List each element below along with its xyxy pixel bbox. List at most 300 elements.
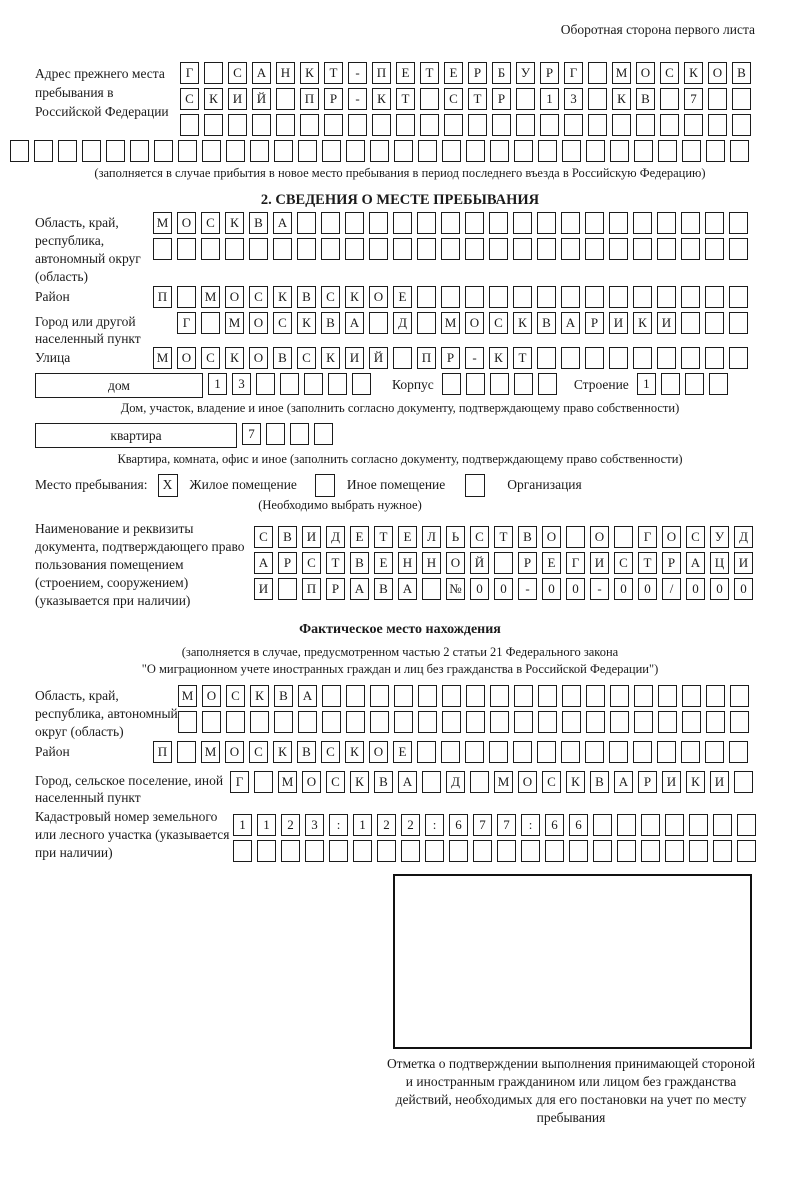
char-cell: К xyxy=(297,312,316,334)
char-cell xyxy=(633,286,652,308)
char-cell: А xyxy=(345,312,364,334)
char-cell xyxy=(609,286,628,308)
document-label: Наименование и реквизиты документа, подтверждающего право пользования помещением (строением, сооружением) (указывается при наличии) xyxy=(35,521,245,608)
char-cell: И xyxy=(228,88,247,110)
char-cell xyxy=(538,140,557,162)
char-cell: Й xyxy=(470,552,489,574)
char-cell xyxy=(658,140,677,162)
char-cell xyxy=(521,840,540,862)
char-cell: О xyxy=(590,526,609,548)
char-cell xyxy=(729,741,748,763)
char-cell: С xyxy=(321,741,340,763)
char-cell xyxy=(516,114,535,136)
char-cell: О xyxy=(446,552,465,574)
char-cell: О xyxy=(708,62,727,84)
char-cell xyxy=(537,212,556,234)
char-cell xyxy=(730,711,749,733)
char-cell xyxy=(396,114,415,136)
char-cell: Й xyxy=(252,88,271,110)
char-cell: С xyxy=(326,771,345,793)
char-cell xyxy=(705,312,724,334)
char-cell: В xyxy=(590,771,609,793)
char-cell xyxy=(585,212,604,234)
char-cell: А xyxy=(614,771,633,793)
char-cell: Г xyxy=(564,62,583,84)
char-cell: Д xyxy=(446,771,465,793)
char-cell: М xyxy=(201,741,220,763)
char-cell: К xyxy=(345,741,364,763)
actual-district-field xyxy=(35,741,800,767)
district-label: Район xyxy=(35,289,70,304)
char-cell: Г xyxy=(230,771,249,793)
char-cell xyxy=(180,114,199,136)
char-cell xyxy=(705,347,724,369)
district-field xyxy=(35,286,800,312)
prev-address-rows xyxy=(180,62,756,140)
char-cell xyxy=(593,840,612,862)
char-cell: С xyxy=(201,347,220,369)
char-cell xyxy=(492,114,511,136)
char-cell: Р xyxy=(638,771,657,793)
char-cell: Т xyxy=(420,62,439,84)
char-cell xyxy=(561,286,580,308)
char-cell: С xyxy=(254,526,273,548)
prev-address-caption: (заполняется в случае прибытия в новое место пребывания в период последнего въезда в Российскую Федерацию) xyxy=(94,166,706,180)
char-cell xyxy=(177,286,196,308)
actual-region-field xyxy=(35,685,800,741)
char-cell xyxy=(465,212,484,234)
city-label: Город или другой населенный пункт xyxy=(35,314,141,346)
char-box-row xyxy=(180,88,756,114)
char-cell xyxy=(401,840,420,862)
street-field xyxy=(35,347,800,373)
char-cell: 6 xyxy=(545,814,564,836)
char-cell xyxy=(393,238,412,260)
char-cell xyxy=(658,685,677,707)
char-cell xyxy=(729,212,748,234)
char-cell xyxy=(490,711,509,733)
char-cell xyxy=(226,711,245,733)
char-cell xyxy=(657,347,676,369)
char-cell xyxy=(417,238,436,260)
char-cell xyxy=(636,114,655,136)
char-cell: И xyxy=(734,552,753,574)
house-field xyxy=(35,373,800,399)
char-cell: 0 xyxy=(638,578,657,600)
char-cell: С xyxy=(297,347,316,369)
char-cell: М xyxy=(153,212,172,234)
prev-address-label: Адрес прежнего места пребывания в Российской Федерации xyxy=(35,66,169,119)
stroenie-label: Строение xyxy=(573,377,629,392)
char-cell: Д xyxy=(326,526,345,548)
char-cell: Д xyxy=(734,526,753,548)
char-cell xyxy=(418,711,437,733)
char-cell xyxy=(233,840,252,862)
char-cell xyxy=(610,685,629,707)
char-cell xyxy=(393,347,412,369)
char-cell: И xyxy=(657,312,676,334)
char-cell: П xyxy=(417,347,436,369)
char-cell xyxy=(561,238,580,260)
char-cell xyxy=(689,814,708,836)
house-type-box: дом xyxy=(35,373,203,398)
char-cell xyxy=(353,840,372,862)
char-cell xyxy=(370,140,389,162)
char-cell: - xyxy=(518,578,537,600)
char-cell xyxy=(178,711,197,733)
char-cell xyxy=(10,140,29,162)
char-cell: П xyxy=(302,578,321,600)
char-cell xyxy=(513,286,532,308)
char-cell xyxy=(737,840,756,862)
char-cell: 1 xyxy=(540,88,559,110)
char-cell xyxy=(713,840,732,862)
char-cell: Р xyxy=(492,88,511,110)
char-box-row xyxy=(233,840,761,866)
char-cell xyxy=(202,711,221,733)
char-cell xyxy=(58,140,77,162)
char-cell xyxy=(537,238,556,260)
char-cell: : xyxy=(425,814,444,836)
char-cell: М xyxy=(441,312,460,334)
char-cell xyxy=(609,212,628,234)
char-cell: О xyxy=(518,771,537,793)
char-cell xyxy=(322,685,341,707)
char-cell xyxy=(278,578,297,600)
char-cell: 1 xyxy=(208,373,227,395)
char-cell xyxy=(732,88,751,110)
char-cell xyxy=(417,312,436,334)
char-cell: 0 xyxy=(614,578,633,600)
char-cell xyxy=(442,711,461,733)
char-cell: 6 xyxy=(449,814,468,836)
char-box-row xyxy=(180,114,756,140)
char-cell: П xyxy=(153,741,172,763)
char-box-row xyxy=(153,212,753,238)
char-cell xyxy=(513,212,532,234)
char-cell xyxy=(425,840,444,862)
char-cell: М xyxy=(278,771,297,793)
registration-mark-caption: Отметка о подтверждении выполнения принимающей стороной и иностранным гражданином или лицом без гражданства действий, необходимых для его постановки на учет по месту пребывания xyxy=(386,1056,756,1125)
char-cell: 3 xyxy=(305,814,324,836)
char-box-row xyxy=(153,286,753,312)
char-cell: К xyxy=(300,62,319,84)
char-cell: К xyxy=(225,212,244,234)
char-box-row xyxy=(178,711,754,737)
char-cell xyxy=(106,140,125,162)
stay-option-label-organization: Организация xyxy=(507,477,582,492)
char-cell xyxy=(538,685,557,707)
char-cell xyxy=(490,140,509,162)
char-cell: Д xyxy=(393,312,412,334)
char-cell xyxy=(449,840,468,862)
char-cell: В xyxy=(518,526,537,548)
char-cell xyxy=(657,741,676,763)
actual-city-field xyxy=(35,771,800,806)
char-cell xyxy=(305,840,324,862)
actual-location-title: Фактическое место нахождения xyxy=(299,622,501,637)
actual-location-caption-2: "О миграционном учете иностранных граждан и лиц без гражданства в Российской Федерации") xyxy=(141,662,659,676)
char-cell: С xyxy=(470,526,489,548)
char-cell: В xyxy=(374,578,393,600)
stay-option-checkbox-other xyxy=(315,474,335,497)
char-cell: К xyxy=(345,286,364,308)
char-box-row xyxy=(180,62,756,88)
char-cell: И xyxy=(662,771,681,793)
char-cell: А xyxy=(273,212,292,234)
char-cell xyxy=(585,347,604,369)
char-cell xyxy=(441,212,460,234)
char-cell xyxy=(273,238,292,260)
char-box-row xyxy=(254,578,758,604)
char-cell: С xyxy=(201,212,220,234)
char-cell xyxy=(394,711,413,733)
char-cell xyxy=(322,140,341,162)
char-cell: А xyxy=(252,62,271,84)
char-cell xyxy=(513,238,532,260)
char-cell xyxy=(537,286,556,308)
char-cell: 0 xyxy=(710,578,729,600)
char-cell xyxy=(420,114,439,136)
char-cell: Е xyxy=(398,526,417,548)
char-cell xyxy=(226,140,245,162)
char-cell xyxy=(418,685,437,707)
char-cell: Г xyxy=(177,312,196,334)
char-cell: 2 xyxy=(401,814,420,836)
char-box-row xyxy=(254,526,758,552)
char-cell xyxy=(545,840,564,862)
char-cell xyxy=(466,711,485,733)
char-cell xyxy=(297,212,316,234)
char-cell: О xyxy=(225,286,244,308)
char-cell: И xyxy=(609,312,628,334)
char-cell xyxy=(300,114,319,136)
char-cell xyxy=(708,114,727,136)
char-cell xyxy=(276,88,295,110)
char-cell: С xyxy=(660,62,679,84)
char-cell: О xyxy=(369,286,388,308)
char-cell: К xyxy=(250,685,269,707)
char-cell: А xyxy=(254,552,273,574)
char-cell: Т xyxy=(494,526,513,548)
char-cell xyxy=(610,711,629,733)
char-cell: 3 xyxy=(232,373,251,395)
char-cell xyxy=(564,114,583,136)
char-cell xyxy=(737,814,756,836)
char-cell xyxy=(658,711,677,733)
char-cell xyxy=(417,286,436,308)
char-cell xyxy=(328,373,347,395)
char-cell xyxy=(708,88,727,110)
char-cell xyxy=(204,62,223,84)
char-cell xyxy=(586,711,605,733)
char-box-row xyxy=(153,741,753,767)
char-cell: О xyxy=(302,771,321,793)
char-cell xyxy=(489,212,508,234)
char-cell xyxy=(612,114,631,136)
char-cell: А xyxy=(561,312,580,334)
char-box-row xyxy=(178,685,754,711)
char-cell xyxy=(641,814,660,836)
char-cell xyxy=(466,373,485,395)
char-cell: 0 xyxy=(470,578,489,600)
char-cell: О xyxy=(249,347,268,369)
char-cell xyxy=(709,373,728,395)
char-cell xyxy=(561,347,580,369)
char-cell: О xyxy=(465,312,484,334)
char-cell: - xyxy=(465,347,484,369)
char-cell: Е xyxy=(350,526,369,548)
char-cell: О xyxy=(225,741,244,763)
char-cell: / xyxy=(662,578,681,600)
char-cell xyxy=(660,114,679,136)
char-cell: К xyxy=(684,62,703,84)
registration-mark-box xyxy=(393,874,752,1049)
char-cell xyxy=(706,140,725,162)
char-cell xyxy=(466,140,485,162)
char-cell xyxy=(497,840,516,862)
char-cell xyxy=(346,711,365,733)
stay-note: (Необходимо выбрать нужное) xyxy=(258,498,422,512)
char-cell: Р xyxy=(278,552,297,574)
char-cell xyxy=(266,423,285,445)
char-cell: Т xyxy=(396,88,415,110)
char-cell xyxy=(633,238,652,260)
char-cell: Р xyxy=(518,552,537,574)
char-cell: О xyxy=(369,741,388,763)
char-cell: - xyxy=(348,88,367,110)
cadastral-label: Кадастровый номер земельного или лесного участка (указывается при наличии) xyxy=(35,809,230,860)
char-cell: К xyxy=(686,771,705,793)
char-cell xyxy=(634,685,653,707)
char-cell xyxy=(586,140,605,162)
char-cell xyxy=(441,238,460,260)
char-cell: 0 xyxy=(494,578,513,600)
char-cell: 2 xyxy=(281,814,300,836)
char-cell: О xyxy=(662,526,681,548)
char-cell xyxy=(250,140,269,162)
char-cell xyxy=(681,741,700,763)
char-cell xyxy=(442,140,461,162)
char-cell: С xyxy=(249,741,268,763)
stay-option-checkbox-organization xyxy=(465,474,485,497)
stay-type-label: Место пребывания: xyxy=(35,477,148,492)
char-cell: 2 xyxy=(377,814,396,836)
char-cell xyxy=(201,238,220,260)
house-number-boxes xyxy=(208,373,376,399)
char-cell: Р xyxy=(441,347,460,369)
stroenie-boxes xyxy=(637,373,733,399)
char-cell: К xyxy=(566,771,585,793)
char-cell: Е xyxy=(444,62,463,84)
char-cell xyxy=(661,373,680,395)
char-cell xyxy=(665,814,684,836)
char-box-row xyxy=(177,312,753,338)
char-cell: О xyxy=(249,312,268,334)
char-cell xyxy=(562,140,581,162)
char-cell: 1 xyxy=(257,814,276,836)
char-cell: В xyxy=(274,685,293,707)
char-cell xyxy=(514,140,533,162)
char-cell: О xyxy=(542,526,561,548)
char-cell xyxy=(177,741,196,763)
char-cell xyxy=(585,286,604,308)
char-cell: 7 xyxy=(497,814,516,836)
char-cell: : xyxy=(521,814,540,836)
char-cell: - xyxy=(348,62,367,84)
apartment-field xyxy=(35,423,800,449)
house-caption: Дом, участок, владение и иное (заполнить согласно документу, подтверждающему право собственности) xyxy=(120,401,680,415)
char-cell xyxy=(609,347,628,369)
char-cell xyxy=(562,685,581,707)
char-cell xyxy=(394,140,413,162)
char-cell xyxy=(441,286,460,308)
char-cell: К xyxy=(350,771,369,793)
char-cell: Б xyxy=(492,62,511,84)
char-cell xyxy=(617,840,636,862)
char-cell: К xyxy=(273,286,292,308)
char-cell xyxy=(682,711,701,733)
char-cell: В xyxy=(636,88,655,110)
char-cell xyxy=(689,840,708,862)
char-cell: В xyxy=(278,526,297,548)
char-cell xyxy=(322,711,341,733)
char-cell xyxy=(617,814,636,836)
char-cell xyxy=(681,347,700,369)
char-cell: Р xyxy=(324,88,343,110)
char-cell xyxy=(561,741,580,763)
char-cell: О xyxy=(636,62,655,84)
char-cell: В xyxy=(732,62,751,84)
char-cell xyxy=(321,212,340,234)
char-cell: А xyxy=(398,771,417,793)
char-cell: О xyxy=(177,347,196,369)
char-cell xyxy=(494,552,513,574)
char-cell xyxy=(369,312,388,334)
char-cell xyxy=(585,741,604,763)
char-cell xyxy=(641,840,660,862)
char-cell xyxy=(304,373,323,395)
char-box-row xyxy=(230,771,758,797)
char-cell: П xyxy=(153,286,172,308)
char-cell: К xyxy=(633,312,652,334)
char-cell xyxy=(393,212,412,234)
char-cell: П xyxy=(300,88,319,110)
city-field xyxy=(35,312,800,347)
char-cell: Г xyxy=(566,552,585,574)
char-cell: А xyxy=(298,685,317,707)
char-cell xyxy=(569,840,588,862)
char-cell xyxy=(257,840,276,862)
char-cell: И xyxy=(254,578,273,600)
char-cell: 1 xyxy=(353,814,372,836)
char-cell: В xyxy=(321,312,340,334)
region-label: Область, край, республика, автономный округ (область) xyxy=(35,215,141,284)
char-cell: Т xyxy=(324,62,343,84)
char-cell: Р xyxy=(540,62,559,84)
char-cell xyxy=(276,114,295,136)
char-cell xyxy=(346,685,365,707)
prev-address-block xyxy=(35,62,800,140)
char-cell: Й xyxy=(369,347,388,369)
char-cell xyxy=(441,741,460,763)
char-cell xyxy=(254,771,273,793)
char-cell xyxy=(417,741,436,763)
char-cell xyxy=(489,286,508,308)
char-cell xyxy=(249,238,268,260)
char-cell: К xyxy=(372,88,391,110)
char-cell: 7 xyxy=(684,88,703,110)
